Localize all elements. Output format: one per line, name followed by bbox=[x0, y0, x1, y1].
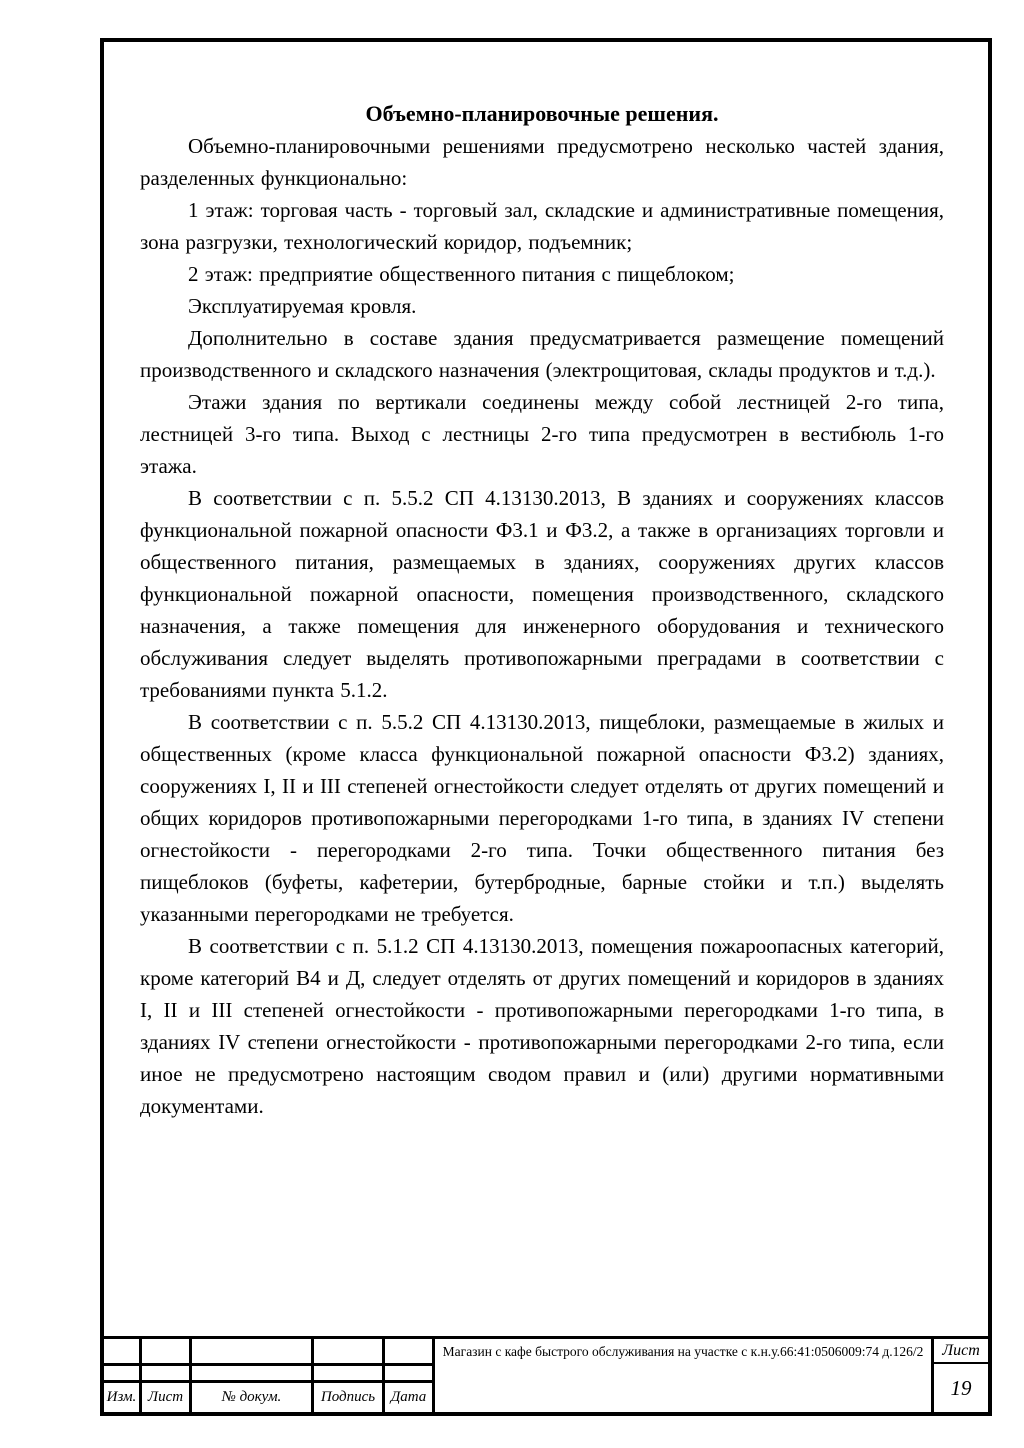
paragraph: В соответствии с п. 5.1.2 СП 4.13130.2013, помещения пожароопасных категорий, кроме категорий В4 и Д, следует отделять от других помещений и коридоров в зданиях I, II и III степеней огнестойкости - противопожарными перегородками 1-го типа, в зданиях IV степени огнестойкости - противопожарными перегородками 2-го типа, если иное не предусмотрено настоящим сводом правил и (или) другими нормативными документами. bbox=[140, 934, 944, 1118]
col-label-ndokum: № докум. bbox=[192, 1383, 314, 1412]
col-label-list: Лист bbox=[142, 1383, 192, 1412]
paragraph: Этажи здания по вертикали соединены между собой лестницей 2-го типа, лестницей 3-го типа. Выход с лестницы 2-го типа предусмотрен в вестибюль 1-го этажа. bbox=[140, 390, 944, 478]
revision-cell bbox=[385, 1366, 435, 1383]
paragraph: 2 этаж: предприятие общественного питания с пищеблоком; bbox=[188, 262, 735, 286]
col-label-podpis: Подпись bbox=[314, 1383, 385, 1412]
page-frame bbox=[100, 38, 992, 1416]
revision-cell bbox=[192, 1366, 314, 1383]
sheet-cell bbox=[934, 1339, 988, 1412]
document-body bbox=[104, 42, 988, 1122]
paragraph: Эксплуатируемая кровля. bbox=[188, 294, 417, 318]
revision-cell bbox=[385, 1339, 435, 1366]
paragraph: В соответствии с п. 5.5.2 СП 4.13130.2013, пищеблоки, размещаемые в жилых и общественных (кроме класса функциональной пожарной опасности Ф3.2) зданиях, сооружениях I, II и III степеней огнестойкости следует отделять от других помещений и общих коридоров противопожарными перегородками 1-го типа, в зданиях IV степени огнестойкости - перегородками 2-го типа. Точки общественного питания без пищеблоков (буфеты, кафетерии, бутербродные, барные стойки и т.п.) выделять указанными перегородками не требуется. bbox=[140, 710, 944, 926]
title-block bbox=[104, 1336, 988, 1412]
revision-table bbox=[104, 1339, 435, 1412]
project-title-cell: Магазин с кафе быстрого обслуживания на участке с к.н.у.66:41:0506009:74 д.126/2 bbox=[435, 1339, 934, 1412]
revision-cell bbox=[104, 1366, 142, 1383]
paragraph: 1 этаж: торговая часть - торговый зал, складские и административные помещения, зона разгрузки, технологический коридор, подъемник; bbox=[140, 198, 944, 254]
revision-cell bbox=[192, 1339, 314, 1366]
revision-cell bbox=[104, 1339, 142, 1366]
revision-cell bbox=[142, 1339, 192, 1366]
sheet-label: Лист bbox=[934, 1339, 988, 1364]
revision-cell bbox=[314, 1366, 385, 1383]
paragraph: Дополнительно в составе здания предусматривается размещение помещений производственного и складского назначения (электрощитовая, склады продуктов и т.д.). bbox=[140, 326, 944, 382]
revision-cell bbox=[142, 1366, 192, 1383]
paragraph: В соответствии с п. 5.5.2 СП 4.13130.2013, В зданиях и сооружениях классов функциональной пожарной опасности Ф3.1 и Ф3.2, а также в организациях торговли и общественного питания, размещаемых в зданиях, сооружениях других классов функциональной пожарной опасности, помещения производственного, складского назначения, а также помещения для инженерного оборудования и технического обслуживания следует выделять противопожарными преградами в соответствии с требованиями пункта 5.1.2. bbox=[140, 486, 944, 702]
col-label-izm: Изм. bbox=[104, 1383, 142, 1412]
sheet-number: 19 bbox=[950, 1375, 972, 1400]
revision-cell bbox=[314, 1339, 385, 1366]
document-title: Объемно-планировочные решения. bbox=[365, 101, 719, 126]
paragraph: Объемно-планировочными решениями предусмотрено несколько частей здания, разделенных функционально: bbox=[140, 134, 944, 190]
col-label-data: Дата bbox=[385, 1383, 435, 1412]
